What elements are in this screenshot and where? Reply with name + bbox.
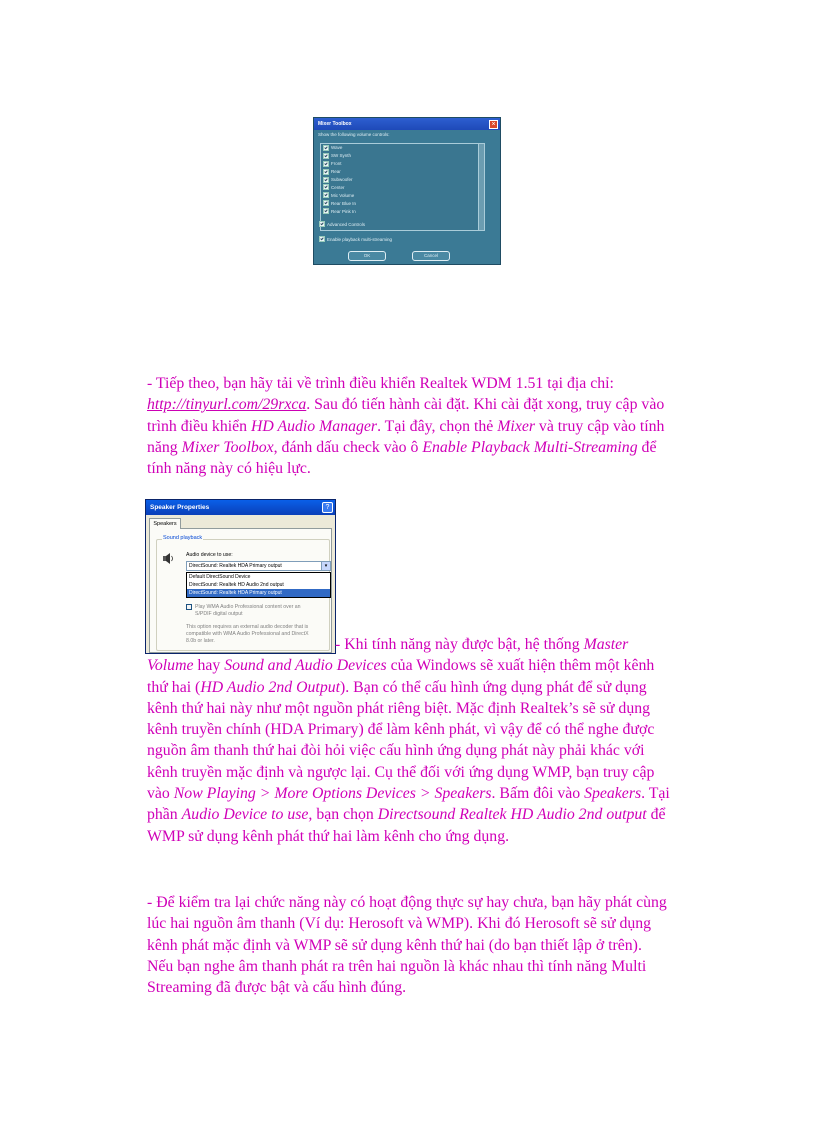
dropdown-option: Default DirectSound Device: [189, 574, 251, 580]
cancel-button: Cancel: [412, 251, 450, 261]
ok-button: OK: [348, 251, 386, 261]
speaker-title: Speaker Properties: [150, 504, 210, 511]
list-scrollbar: [478, 144, 484, 230]
dropdown-option-selected: DirectSound: Realtek HDA Primary output: [187, 589, 330, 597]
close-icon: ×: [489, 120, 498, 129]
checkbox-icon: [323, 153, 329, 159]
text-run: hay: [193, 657, 225, 675]
italic-term: Enable Playback Multi-Streaming: [422, 438, 638, 456]
list-item: Rear Pink In: [321, 207, 484, 215]
speaker-titlebar: [146, 500, 335, 515]
checkbox-icon: [319, 236, 325, 242]
italic-term: Master Volume: [147, 636, 629, 675]
checkbox-icon: [323, 208, 329, 214]
checkbox-icon: [323, 184, 329, 190]
list-item: Mic Volume: [321, 191, 484, 199]
note-line-2: compatible with WMA Audio Professional and DirectX: [186, 631, 309, 637]
audio-device-options: [186, 572, 331, 598]
enable-multistreaming-option: Enable playback multi-streaming: [319, 236, 392, 242]
mixer-title: Mixer Toolbox: [318, 121, 352, 127]
italic-term: Mixer: [497, 417, 535, 435]
chevron-down-icon: ▾: [321, 562, 330, 570]
text-run: ). Bạn có thể cấu hình ứng dụng phát để sử dụng kênh thứ hai này như một nguồn phát riêng biệt. Mặc định Realtek’s sẽ sử dụng kênh truyền chính (HDA Primary) để làm kênh phát, vì vậy để có thể nghe được nguồn âm thanh thứ hai đòi hỏi việc cấu hình ứng dụng phát này phải khác với kênh truyền mặc định và ngược lại. Cụ thể đối với ứng dụng WMP, bạn truy cập vào: [147, 678, 655, 803]
text-run: - Khi tính năng này được bật, hệ thống: [335, 636, 584, 653]
volume-controls-list: [320, 143, 485, 231]
text-run: của Windows sẽ xuất hiện thêm một kênh thứ hai (: [147, 657, 655, 696]
checkbox-icon: [323, 200, 329, 206]
wma-checkbox: [186, 604, 192, 610]
checkbox-icon: [323, 192, 329, 198]
italic-term: Speakers: [584, 785, 642, 803]
italic-term: HD Audio 2nd Output: [200, 678, 341, 696]
list-item: Rear Blue In: [321, 199, 484, 207]
mixer-caption: Show the following volume controls:: [318, 132, 390, 137]
text-run: để tính năng này có hiệu lực.: [147, 438, 657, 478]
text-run: bạn chọn: [312, 806, 378, 824]
note-line-1: This option requires an external audio decoder that is: [186, 624, 309, 630]
paragraph-verification: - Để kiểm tra lại chức năng này có hoạt động thực sự hay chưa, bạn hãy phát cùng lúc hai nguồn âm thanh (Ví dụ: Herosoft và WMP). Khi đó Herosoft sẽ sử dụng kênh phát mặc định và WMP sẽ sử dụng kênh thứ hai (do bạn thiết lập ở trên). Nếu bạn nghe âm thanh phát ra trên hai nguồn là khác nhau thì tính năng Multi Streaming đã được bật và cấu hình đúng.: [147, 894, 667, 997]
list-item: SW Synth: [321, 152, 484, 160]
italic-term: Sound and Audio Devices: [224, 657, 387, 675]
speaker-icon: [162, 552, 175, 565]
checkbox-icon: [323, 161, 329, 167]
list-item: Center: [321, 183, 484, 191]
checkbox-icon: [323, 177, 329, 183]
advanced-controls-option: Advanced Controls: [319, 221, 365, 227]
list-item: Wave: [321, 144, 484, 152]
audio-device-select: DirectSound: Realtek HDA Primary output ▾: [186, 561, 331, 571]
dropdown-option: DirectSound: Realtek HD Audio 2nd output: [189, 582, 284, 588]
paragraph-intro: [147, 373, 667, 479]
text-run: để WMP sử dụng kênh phát thứ hai làm kênh cho ứng dụng.: [147, 806, 666, 845]
text-run: , đánh dấu check vào ô: [273, 438, 423, 456]
italic-term: Mixer Toolbox: [181, 438, 274, 456]
mixer-titlebar: [314, 118, 500, 130]
text-run: . Bấm đôi vào: [491, 785, 585, 803]
download-link[interactable]: http://tinyurl.com/29rxca: [147, 396, 307, 414]
group-label: Sound playback: [163, 535, 203, 541]
note-line-3: 8.0b or later.: [186, 638, 215, 644]
paragraph-multistream-details: [147, 634, 672, 847]
mixer-toolbox-screenshot: [313, 117, 501, 265]
italic-term: Now Playing > More Options Devices > Speakers: [173, 785, 492, 803]
wma-checkbox-label-2: S/PDIF digital output: [195, 611, 243, 617]
italic-term: Directsound Realtek HD Audio 2nd output: [377, 806, 647, 824]
list-item: Rear: [321, 168, 484, 176]
checkbox-icon: [323, 145, 329, 151]
text-run: . Sau đó tiến hành cài đặt. Khi cài đặt xong, truy cập vào trình điều khiển: [147, 396, 665, 435]
italic-term: HD Audio Manager: [250, 417, 378, 435]
list-item: Subwoofer: [321, 176, 484, 184]
italic-term: Audio Device to use,: [181, 806, 313, 824]
text-run: - Tiếp theo, bạn hãy tải về trình điều khiển Realtek WDM 1.51 tại địa chỉ:: [147, 375, 614, 392]
wma-checkbox-label: Play WMA Audio Professional content over an: [195, 604, 301, 610]
text-run: . Tại phần: [147, 785, 670, 824]
checkbox-icon: [319, 221, 325, 227]
text-run: và truy cập vào tính năng: [147, 417, 665, 456]
tab-speakers: Speakers: [149, 518, 181, 529]
text-run: . Tại đây, chọn thẻ: [377, 417, 498, 435]
help-icon: ?: [322, 502, 333, 513]
speaker-properties-screenshot: [145, 499, 336, 654]
device-label: Audio device to use:: [186, 552, 233, 558]
list-item: Front: [321, 160, 484, 168]
checkbox-icon: [323, 169, 329, 175]
